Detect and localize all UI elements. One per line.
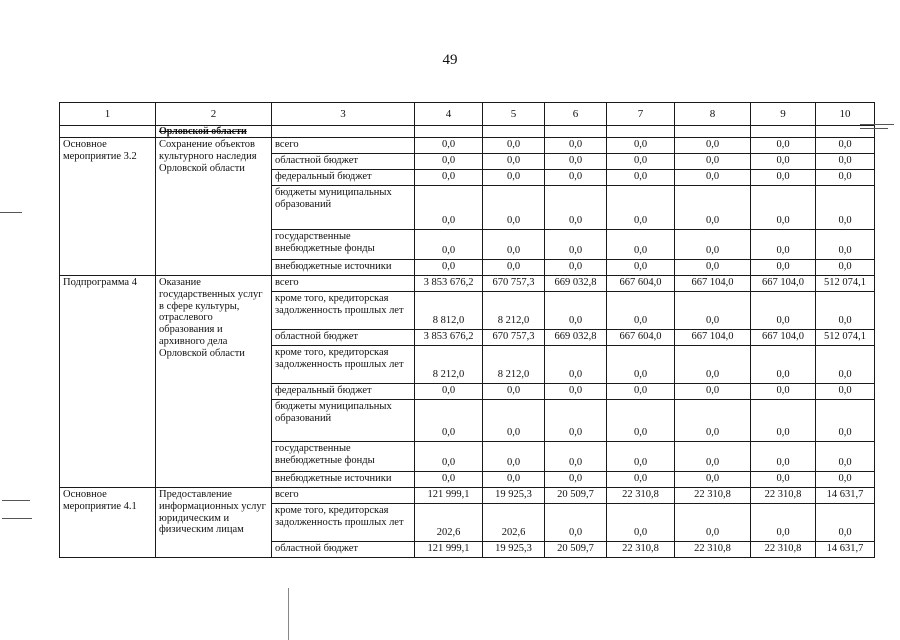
- program-description: Сохранение объектов культурного наследия Орловской области: [156, 138, 272, 276]
- amount-cell: 0,0: [607, 260, 675, 276]
- amount-cell: 0,0: [607, 186, 675, 230]
- amount-cell: 0,0: [545, 154, 607, 170]
- amount-cell: 0,0: [816, 292, 875, 330]
- amount-cell: 669 032,8: [545, 330, 607, 346]
- program-name: Подпрограмма 4: [60, 276, 156, 488]
- funding-source-label: государственные внебюджетные фонды: [272, 230, 415, 260]
- amount-cell: 0,0: [483, 260, 545, 276]
- amount-cell: 0,0: [751, 186, 816, 230]
- amount-cell: 0,0: [816, 384, 875, 400]
- amount-cell: 0,0: [607, 292, 675, 330]
- amount-cell: 0,0: [751, 230, 816, 260]
- amount-cell: 22 310,8: [751, 488, 816, 504]
- table-row: [60, 488, 875, 504]
- empty-cell: [545, 126, 607, 138]
- column-header: 2: [156, 103, 272, 126]
- amount-cell: 667 104,0: [751, 276, 816, 292]
- amount-cell: 667 104,0: [751, 330, 816, 346]
- amount-cell: 0,0: [816, 504, 875, 542]
- amount-cell: 202,6: [483, 504, 545, 542]
- amount-cell: 3 853 676,2: [415, 276, 483, 292]
- amount-cell: 0,0: [483, 154, 545, 170]
- amount-cell: 19 925,3: [483, 542, 545, 558]
- amount-cell: 0,0: [816, 260, 875, 276]
- funding-source-label: всего: [272, 138, 415, 154]
- amount-cell: 0,0: [751, 154, 816, 170]
- amount-cell: 0,0: [483, 186, 545, 230]
- amount-cell: 0,0: [751, 346, 816, 384]
- amount-cell: 0,0: [545, 170, 607, 186]
- amount-cell: 22 310,8: [607, 488, 675, 504]
- amount-cell: 8 212,0: [483, 346, 545, 384]
- amount-cell: 19 925,3: [483, 488, 545, 504]
- amount-cell: 0,0: [675, 442, 751, 472]
- empty-cell: [60, 126, 156, 138]
- amount-cell: 0,0: [545, 442, 607, 472]
- amount-cell: 20 509,7: [545, 488, 607, 504]
- amount-cell: 0,0: [816, 346, 875, 384]
- funding-source-label: бюджеты муниципальных образований: [272, 400, 415, 442]
- budget-table: [59, 102, 875, 558]
- funding-source-label: областной бюджет: [272, 330, 415, 346]
- amount-cell: 0,0: [415, 442, 483, 472]
- column-header: 4: [415, 103, 483, 126]
- amount-cell: 0,0: [607, 138, 675, 154]
- column-header: 1: [60, 103, 156, 126]
- amount-cell: 0,0: [545, 260, 607, 276]
- program-name: Основное мероприятие 4.1: [60, 488, 156, 558]
- amount-cell: 0,0: [607, 442, 675, 472]
- amount-cell: 0,0: [675, 138, 751, 154]
- amount-cell: 0,0: [675, 230, 751, 260]
- amount-cell: 0,0: [816, 230, 875, 260]
- amount-cell: 0,0: [545, 504, 607, 542]
- amount-cell: 202,6: [415, 504, 483, 542]
- page-number: 49: [442, 52, 458, 68]
- amount-cell: 0,0: [483, 472, 545, 488]
- column-header: 8: [675, 103, 751, 126]
- amount-cell: 669 032,8: [545, 276, 607, 292]
- amount-cell: 0,0: [607, 400, 675, 442]
- amount-cell: 0,0: [607, 154, 675, 170]
- amount-cell: 0,0: [675, 346, 751, 384]
- amount-cell: 0,0: [415, 138, 483, 154]
- amount-cell: 667 104,0: [675, 330, 751, 346]
- amount-cell: 0,0: [545, 400, 607, 442]
- funding-source-label: федеральный бюджет: [272, 170, 415, 186]
- amount-cell: 0,0: [675, 400, 751, 442]
- column-header: 7: [607, 103, 675, 126]
- funding-source-label: кроме того, кредиторская задолженность прошлых лет: [272, 346, 415, 384]
- amount-cell: 670 757,3: [483, 276, 545, 292]
- amount-cell: 0,0: [415, 154, 483, 170]
- amount-cell: 0,0: [816, 472, 875, 488]
- amount-cell: 667 604,0: [607, 330, 675, 346]
- scan-artifact: [288, 588, 289, 640]
- amount-cell: 14 631,7: [816, 542, 875, 558]
- funding-source-label: областной бюджет: [272, 542, 415, 558]
- amount-cell: 0,0: [483, 442, 545, 472]
- empty-cell: [483, 126, 545, 138]
- amount-cell: 0,0: [675, 186, 751, 230]
- amount-cell: 0,0: [675, 472, 751, 488]
- amount-cell: 670 757,3: [483, 330, 545, 346]
- scan-artifact: [0, 212, 22, 213]
- amount-cell: 0,0: [607, 346, 675, 384]
- amount-cell: 0,0: [675, 384, 751, 400]
- amount-cell: 121 999,1: [415, 542, 483, 558]
- scan-artifact: [2, 518, 32, 519]
- amount-cell: 22 310,8: [675, 488, 751, 504]
- amount-cell: 0,0: [675, 154, 751, 170]
- amount-cell: 0,0: [607, 170, 675, 186]
- amount-cell: 0,0: [751, 442, 816, 472]
- column-header: 9: [751, 103, 816, 126]
- program-description: Предоставление информационных услуг юридическим и физическим лицам: [156, 488, 272, 558]
- amount-cell: 0,0: [607, 504, 675, 542]
- amount-cell: 0,0: [751, 138, 816, 154]
- amount-cell: 0,0: [415, 230, 483, 260]
- amount-cell: 14 631,7: [816, 488, 875, 504]
- empty-cell: [415, 126, 483, 138]
- amount-cell: 0,0: [816, 170, 875, 186]
- amount-cell: 121 999,1: [415, 488, 483, 504]
- program-description: Оказание государственных услуг в сфере культуры, отраслевого образования и архивного дела Орловской области: [156, 276, 272, 488]
- amount-cell: 0,0: [751, 170, 816, 186]
- amount-cell: 0,0: [483, 384, 545, 400]
- amount-cell: 512 074,1: [816, 330, 875, 346]
- amount-cell: 22 310,8: [751, 542, 816, 558]
- amount-cell: 0,0: [607, 230, 675, 260]
- table-row: [60, 276, 875, 292]
- funding-source-label: внебюджетные источники: [272, 260, 415, 276]
- amount-cell: 667 104,0: [675, 276, 751, 292]
- amount-cell: 667 604,0: [607, 276, 675, 292]
- column-header: 5: [483, 103, 545, 126]
- amount-cell: 0,0: [415, 170, 483, 186]
- continuation-row: [60, 126, 875, 138]
- amount-cell: 0,0: [483, 170, 545, 186]
- program-name: Основное мероприятие 3.2: [60, 138, 156, 276]
- empty-cell: [272, 126, 415, 138]
- amount-cell: 3 853 676,2: [415, 330, 483, 346]
- funding-source-label: бюджеты муниципальных образований: [272, 186, 415, 230]
- amount-cell: 0,0: [751, 292, 816, 330]
- column-header: 3: [272, 103, 415, 126]
- empty-cell: [607, 126, 675, 138]
- amount-cell: 0,0: [545, 186, 607, 230]
- funding-source-label: областной бюджет: [272, 154, 415, 170]
- funding-source-label: кроме того, кредиторская задолженность прошлых лет: [272, 292, 415, 330]
- amount-cell: 0,0: [751, 384, 816, 400]
- amount-cell: 8 812,0: [415, 292, 483, 330]
- amount-cell: 0,0: [545, 346, 607, 384]
- empty-cell: [675, 126, 751, 138]
- empty-cell: [751, 126, 816, 138]
- amount-cell: 22 310,8: [607, 542, 675, 558]
- amount-cell: 22 310,8: [675, 542, 751, 558]
- amount-cell: 0,0: [751, 472, 816, 488]
- amount-cell: 8 212,0: [415, 346, 483, 384]
- amount-cell: 0,0: [415, 186, 483, 230]
- amount-cell: 0,0: [607, 472, 675, 488]
- amount-cell: 0,0: [415, 260, 483, 276]
- scan-artifact: [860, 128, 888, 129]
- amount-cell: 0,0: [675, 260, 751, 276]
- amount-cell: 0,0: [816, 442, 875, 472]
- amount-cell: 0,0: [675, 292, 751, 330]
- amount-cell: 0,0: [415, 384, 483, 400]
- amount-cell: 20 509,7: [545, 542, 607, 558]
- continuation-title: Орловской области: [156, 126, 272, 138]
- amount-cell: 0,0: [816, 400, 875, 442]
- funding-source-label: всего: [272, 488, 415, 504]
- amount-cell: 0,0: [483, 230, 545, 260]
- amount-cell: 0,0: [751, 400, 816, 442]
- funding-source-label: федеральный бюджет: [272, 384, 415, 400]
- amount-cell: 0,0: [545, 472, 607, 488]
- amount-cell: 0,0: [415, 400, 483, 442]
- funding-source-label: государственные внебюджетные фонды: [272, 442, 415, 472]
- amount-cell: 0,0: [751, 504, 816, 542]
- amount-cell: 0,0: [545, 230, 607, 260]
- amount-cell: 0,0: [816, 154, 875, 170]
- amount-cell: 8 212,0: [483, 292, 545, 330]
- column-header: 10: [816, 103, 875, 126]
- amount-cell: 0,0: [675, 170, 751, 186]
- amount-cell: 0,0: [816, 186, 875, 230]
- amount-cell: 0,0: [816, 138, 875, 154]
- amount-cell: 512 074,1: [816, 276, 875, 292]
- amount-cell: 0,0: [751, 260, 816, 276]
- amount-cell: 0,0: [483, 400, 545, 442]
- amount-cell: 0,0: [545, 292, 607, 330]
- funding-source-label: кроме того, кредиторская задолженность прошлых лет: [272, 504, 415, 542]
- amount-cell: 0,0: [545, 384, 607, 400]
- column-header: 6: [545, 103, 607, 126]
- funding-source-label: внебюджетные источники: [272, 472, 415, 488]
- amount-cell: 0,0: [607, 384, 675, 400]
- amount-cell: 0,0: [483, 138, 545, 154]
- funding-source-label: всего: [272, 276, 415, 292]
- amount-cell: 0,0: [415, 472, 483, 488]
- amount-cell: 0,0: [545, 138, 607, 154]
- amount-cell: 0,0: [675, 504, 751, 542]
- header-row: [60, 103, 875, 126]
- scan-artifact: [2, 500, 30, 501]
- scan-artifact: [860, 124, 894, 125]
- table-row: [60, 138, 875, 154]
